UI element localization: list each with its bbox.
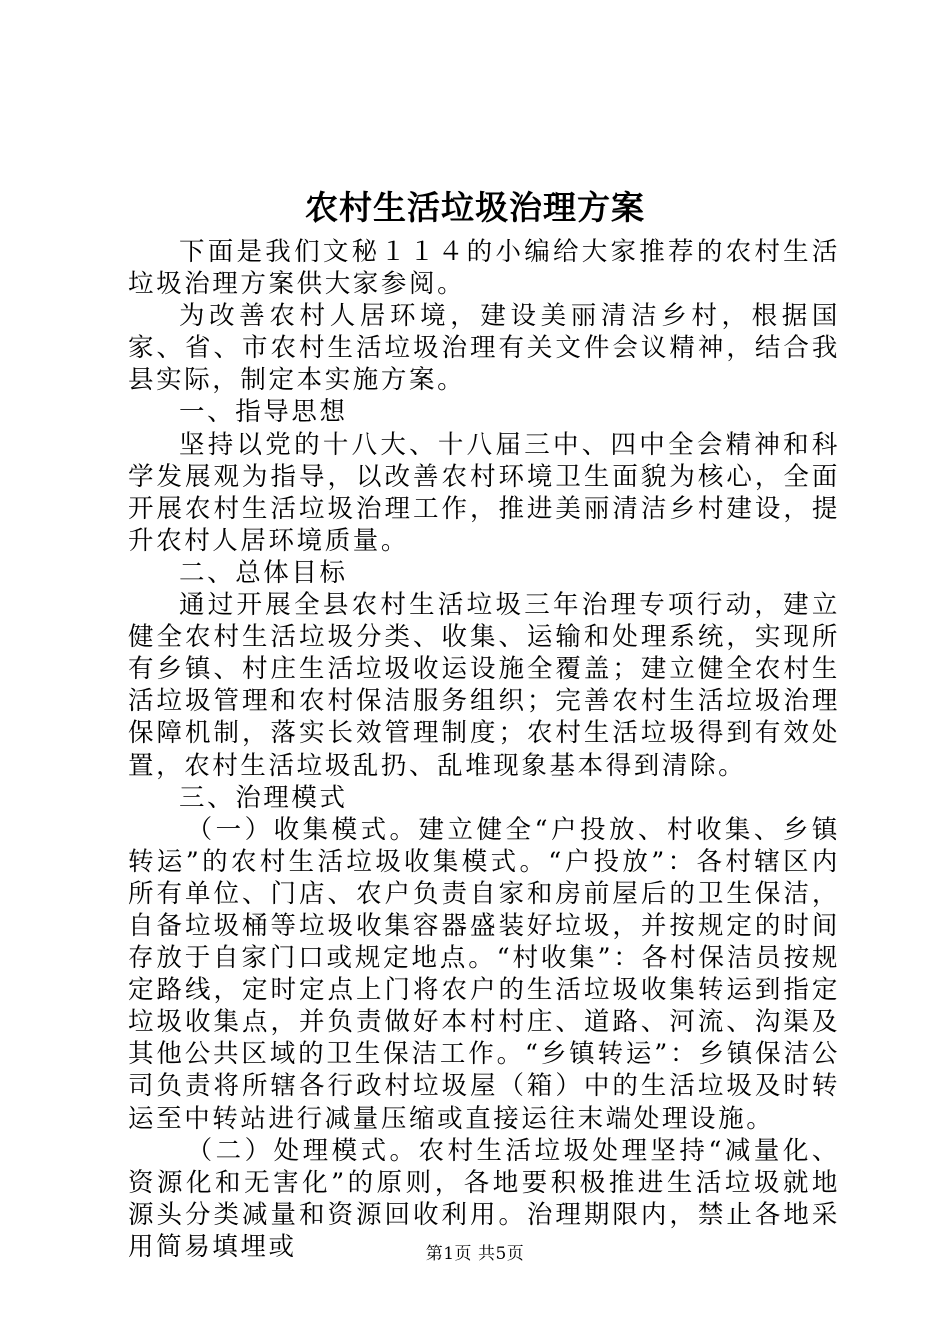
paragraph-guiding-ideology: 坚持以党的十八大、十八届三中、四中全会精神和科学发展观为指导，以改善农村环境卫生面貌为核心，全面开展农村生活垃圾治理工作，推进美丽清洁乡村建设，提升农村人居环境质量。 bbox=[128, 429, 840, 556]
paragraph-collection-model: （一）收集模式。建立健全“户投放、村收集、乡镇转运”的农村生活垃圾收集模式。“户投放”：各村辖区内所有单位、门店、农户负责自家和房前屋后的卫生保洁，自备垃圾桶等垃圾收集容器盛装好垃圾，并按规定的时间存放于自家门口或规定地点。“村收集”：各村保洁员按规定路线，定时定点上门将农户的生活垃圾收集转运到指定垃圾收集点，并负责做好本村村庄、道路、河流、沟渠及其他公共区域的卫生保洁工作。“乡镇转运”：乡镇保洁公司负责将所辖各行政村垃圾屋（箱）中的生活垃圾及时转运至中转站进行减量压缩或直接运往末端处理设施。 bbox=[128, 814, 840, 1134]
paragraph-intro: 下面是我们文秘１１４的小编给大家推荐的农村生活垃圾治理方案供大家参阅。 bbox=[128, 237, 840, 300]
page-indicator: 第1页 共5页 bbox=[425, 1244, 525, 1264]
paragraph-overall-goal: 通过开展全县农村生活垃圾三年治理专项行动，建立健全农村生活垃圾分类、收集、运输和处理系统，实现所有乡镇、村庄生活垃圾收运设施全覆盖；建立健全农村生活垃圾管理和农村保洁服务组织；完善农村生活垃圾治理保障机制，落实长效管理制度；农村生活垃圾得到有效处置，农村生活垃圾乱扔、乱堆现象基本得到清除。 bbox=[128, 590, 840, 781]
paragraph-purpose: 为改善农村人居环境，建设美丽清洁乡村，根据国家、省、市农村生活垃圾治理有关文件会议精神，结合我县实际，制定本实施方案。 bbox=[128, 301, 840, 396]
document-title: 农村生活垃圾治理方案 bbox=[305, 188, 645, 227]
section-heading-guiding-ideology: 一、指导思想 bbox=[179, 397, 348, 428]
paragraph-processing-model: （二）处理模式。农村生活垃圾处理坚持“减量化、资源化和无害化”的原则，各地要积极推进生活垃圾就地源头分类减量和资源回收利用。治理期限内，禁止各地采用简易填埋或 bbox=[128, 1135, 840, 1262]
document-body bbox=[128, 236, 840, 1263]
section-heading-overall-goal: 二、总体目标 bbox=[179, 557, 348, 588]
section-heading-governance-model: 三、治理模式 bbox=[179, 782, 348, 813]
